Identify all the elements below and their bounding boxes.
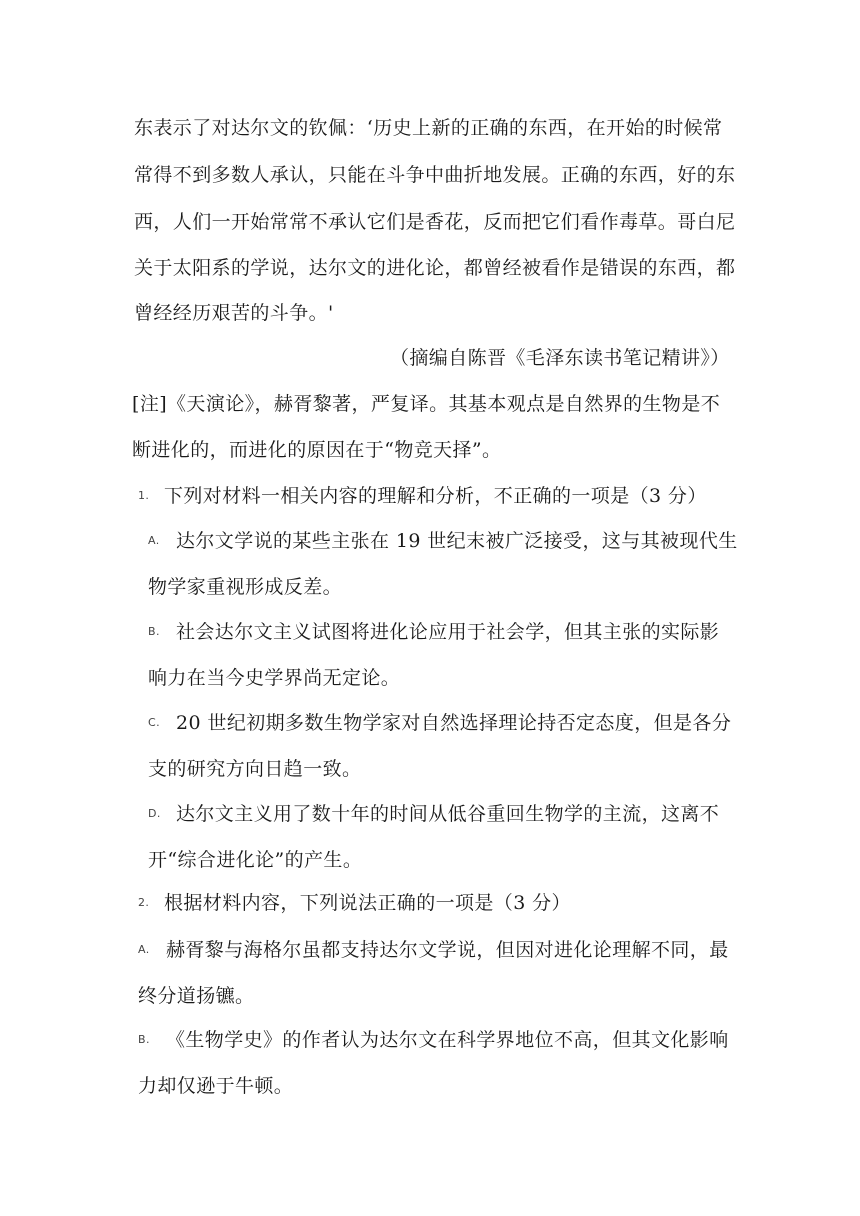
- q1-option-a-cont: 物学家重视形成反差。: [148, 576, 343, 598]
- option-text: 达尔文主义用了数十年的时间从低谷重回生物学的主流，这离不: [176, 803, 720, 825]
- passage-line: 关于太阳系的学说，达尔文的进化论，都曾经被看作是错误的东西，都: [134, 257, 736, 279]
- q1-option-c: [148, 711, 731, 735]
- q1-option-c-cont: 支的研究方向日趋一致。: [148, 758, 362, 780]
- q2-option-a: [138, 938, 729, 962]
- question-2-stem: [138, 891, 571, 915]
- q1-option-d-cont: 开“综合进化论”的产生。: [148, 849, 363, 871]
- q1-option-d: [148, 802, 719, 826]
- passage-line: 曾经经历艰苦的斗争。': [134, 302, 334, 324]
- q2-option-b-cont: 力却仅逊于牛顿。: [138, 1075, 294, 1097]
- option-letter: C.: [148, 716, 160, 729]
- q1-option-a: [148, 529, 738, 553]
- passage-line: 西，人们一开始常常不承认它们是香花，反而把它们看作毒草。哥白尼: [134, 211, 736, 233]
- option-text: 社会达尔文主义试图将进化论应用于社会学，但其主张的实际影: [176, 621, 720, 643]
- q1-option-b: [148, 620, 719, 644]
- source-citation: （摘编自陈晋《毛泽东读书笔记精讲》）: [390, 347, 730, 369]
- passage-line: 东表示了对达尔文的钦佩：‘历史上新的正确的东西，在开始的时候常: [134, 117, 723, 139]
- option-text: 赫胥黎与海格尔虽都支持达尔文学说，但因对进化论理解不同，最: [166, 939, 729, 961]
- question-number: 2.: [138, 896, 150, 909]
- q2-option-b: [138, 1028, 729, 1052]
- option-letter: A.: [148, 534, 160, 547]
- note-line: [注]《天演论》，赫胥黎著，严复译。其基本观点是自然界的生物是不: [132, 393, 721, 415]
- note-line: 断进化的，而进化的原因在于“物竞天择”。: [132, 439, 502, 461]
- question-text: 下列对材料一相关内容的理解和分析，不正确的一项是（3 分）: [164, 485, 707, 507]
- option-text: 20 世纪初期多数生物学家对自然选择理论持否定态度，但是各分: [176, 712, 732, 734]
- option-letter: A.: [138, 943, 150, 956]
- question-text: 根据材料内容，下列说法正确的一项是（3 分）: [164, 892, 571, 914]
- question-1-stem: [138, 484, 707, 508]
- option-letter: D.: [148, 807, 161, 820]
- option-text: 《生物学史》的作者认为达尔文在科学界地位不高，但其文化影响: [166, 1029, 729, 1051]
- passage-line: 常得不到多数人承认，只能在斗争中曲折地发展。正确的东西，好的东: [134, 164, 736, 186]
- option-letter: B.: [148, 625, 160, 638]
- option-text: 达尔文学说的某些主张在 19 世纪末被广泛接受，这与其被现代生: [176, 530, 738, 552]
- q1-option-b-cont: 响力在当今史学界尚无定论。: [148, 667, 401, 689]
- q2-option-a-cont: 终分道扬镳。: [138, 985, 255, 1007]
- option-letter: B.: [138, 1033, 150, 1046]
- question-number: 1.: [138, 489, 150, 502]
